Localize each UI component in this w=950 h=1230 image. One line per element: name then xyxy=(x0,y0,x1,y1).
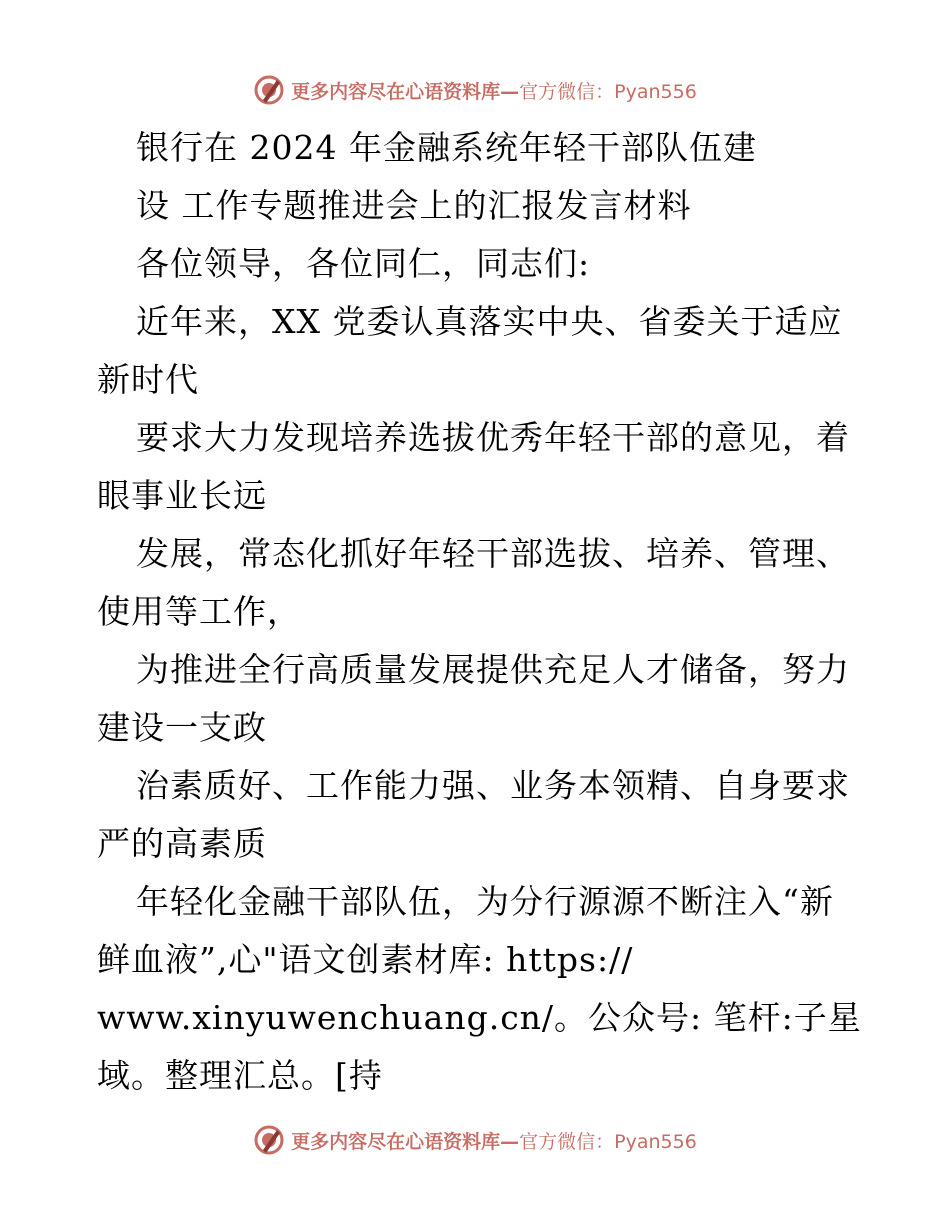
logo-icon xyxy=(253,1124,285,1156)
doc-line-2: 设 工作专题推进会上的汇报发言材料 xyxy=(136,186,692,225)
doc-line-4: 近年来，XX 党委认真落实中央、省委关于适应 xyxy=(136,302,843,341)
footer-banner-inner xyxy=(253,1124,697,1156)
doc-line-9: 使用等工作， xyxy=(97,592,301,631)
doc-line-15: 鲜血液”,心"语文创素材库: https:// xyxy=(97,940,634,979)
header-banner-inner xyxy=(253,74,697,106)
doc-line-5: 新时代 xyxy=(97,360,199,399)
doc-line-6: 要求大力发现培养选拔优秀年轻干部的意见，着 xyxy=(136,418,850,457)
doc-line-7: 眼事业长远 xyxy=(97,476,267,515)
doc-line-8: 发展，常态化抓好年轻干部选拔、培养、管理、 xyxy=(136,534,850,573)
header-banner-text xyxy=(291,77,697,104)
doc-line-12: 治素质好、工作能力强、业务本领精、自身要求 xyxy=(136,766,850,805)
header-banner-wechat: 官方微信：Pyan556 xyxy=(519,80,697,103)
header-banner-main: 更多内容尽在心语资料库 xyxy=(291,80,501,103)
doc-line-10: 为推进全行高质量发展提供充足人才储备，努力 xyxy=(136,650,850,689)
footer-banner-wechat: 官方微信：Pyan556 xyxy=(519,1130,697,1153)
doc-line-16: www.xinyuwenchuang.cn/。公众号: 笔杆:子星 xyxy=(97,998,862,1037)
header-banner xyxy=(0,70,950,110)
footer-banner-text xyxy=(291,1127,697,1154)
header-banner-dash: — xyxy=(500,80,520,103)
doc-line-13: 严的高素质 xyxy=(97,824,267,863)
doc-line-14: 年轻化金融干部队伍，为分行源源不断注入“新 xyxy=(136,882,834,921)
logo-icon xyxy=(253,74,285,106)
doc-line-1: 银行在 2024 年金融系统年轻干部队伍建 xyxy=(136,128,757,167)
footer-banner-main: 更多内容尽在心语资料库 xyxy=(291,1130,501,1153)
doc-line-3: 各位领导，各位同仁，同志们: xyxy=(136,244,591,283)
footer-banner-dash: — xyxy=(500,1130,520,1153)
doc-line-17: 域。整理汇总。[持 xyxy=(97,1056,383,1095)
footer-banner xyxy=(0,1120,950,1160)
doc-line-11: 建设一支政 xyxy=(97,708,267,747)
